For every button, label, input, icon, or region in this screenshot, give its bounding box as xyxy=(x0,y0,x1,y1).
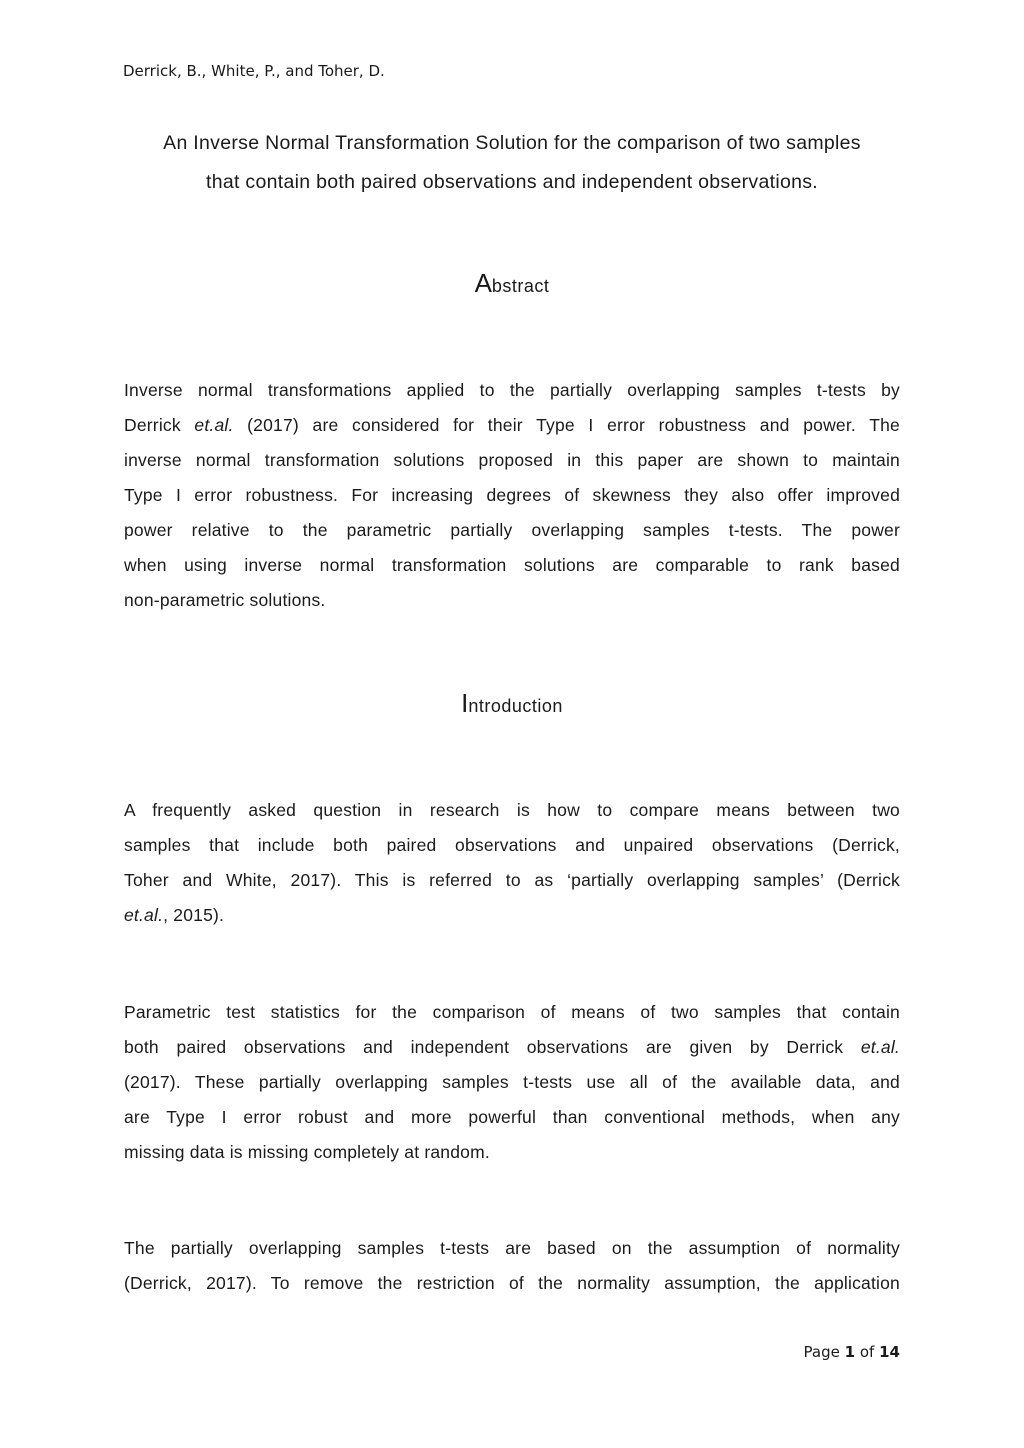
abstract-line-2 xyxy=(124,408,900,443)
abstract-line-1: Inverse normal transformations applied to the partially overlapping samples t-tests by xyxy=(124,380,900,400)
abstract-line-2-italic: et.al. xyxy=(194,415,234,435)
abstract-line-5: power relative to the parametric partially overlapping samples t-tests. The power xyxy=(124,520,900,540)
intro-p1-line-4-italic: et.al. xyxy=(124,905,164,925)
page-footer xyxy=(804,1343,900,1361)
introduction-paragraph-2 xyxy=(124,995,900,1170)
introduction-heading-initial: I xyxy=(461,688,469,718)
intro-p2-line-3: (2017). These partially overlapping samples t-tests use all of the available data, and xyxy=(124,1072,900,1092)
intro-p2-line-4: are Type I error robust and more powerful than conventional methods, when any xyxy=(124,1107,900,1127)
intro-p2-line-2-main: both paired observations and independent observations are given by Derrick xyxy=(124,1037,861,1057)
paper-title xyxy=(112,124,912,202)
abstract-line-2-post: (2017) are considered for their Type I error robustness and power. The xyxy=(233,415,900,435)
abstract-line-6: when using inverse normal transformation solutions are comparable to rank based xyxy=(124,555,900,575)
introduction-paragraph-3 xyxy=(124,1231,900,1301)
intro-p1-line-4-rest: , 2015). xyxy=(163,905,225,925)
abstract-paragraph xyxy=(124,373,900,618)
intro-p2-line-1: Parametric test statistics for the comparison of means of two samples that contain xyxy=(124,1002,900,1022)
introduction-heading xyxy=(0,688,1024,719)
intro-p1-line-3: Toher and White, 2017). This is referred to as ‘partially overlapping samples’ (Derrick xyxy=(124,870,900,890)
intro-p2-line-2 xyxy=(124,1030,900,1065)
running-header-authors: Derrick, B., White, P., and Toher, D. xyxy=(123,62,385,80)
intro-p3-line-2: (Derrick, 2017). To remove the restriction of the normality assumption, the application xyxy=(124,1273,900,1293)
abstract-line-3: inverse normal transformation solutions proposed in this paper are shown to maintain xyxy=(124,450,900,470)
page-of-label: of xyxy=(859,1343,875,1361)
abstract-line-7: non-parametric solutions. xyxy=(124,590,326,610)
page-total: 14 xyxy=(879,1343,900,1361)
abstract-heading-rest: bstract xyxy=(491,276,550,296)
intro-p1-line-2: samples that include both paired observations and unpaired observations (Derrick, xyxy=(124,835,900,855)
abstract-line-4: Type I error robustness. For increasing degrees of skewness they also offer improved xyxy=(124,485,900,505)
page-number: 1 xyxy=(844,1343,856,1361)
introduction-heading-rest: ntroduction xyxy=(468,696,563,716)
abstract-line-2-pre: Derrick xyxy=(124,415,195,435)
intro-p2-line-5: missing data is missing completely at random. xyxy=(124,1142,490,1162)
intro-p2-line-2-italic: et.al. xyxy=(860,1037,900,1057)
intro-p1-line-4 xyxy=(124,898,900,933)
intro-p1-line-1: A frequently asked question in research is how to compare means between two xyxy=(124,800,900,820)
abstract-heading xyxy=(0,268,1024,299)
paper-title-line-2: that contain both paired observations and independent observations. xyxy=(205,171,819,193)
abstract-heading-initial: A xyxy=(474,268,492,298)
page-label: Page xyxy=(803,1343,840,1361)
paper-title-line-1: An Inverse Normal Transformation Solution for the comparison of two samples xyxy=(163,132,861,154)
introduction-paragraph-1 xyxy=(124,793,900,933)
intro-p3-line-1: The partially overlapping samples t-tests are based on the assumption of normality xyxy=(124,1238,900,1258)
